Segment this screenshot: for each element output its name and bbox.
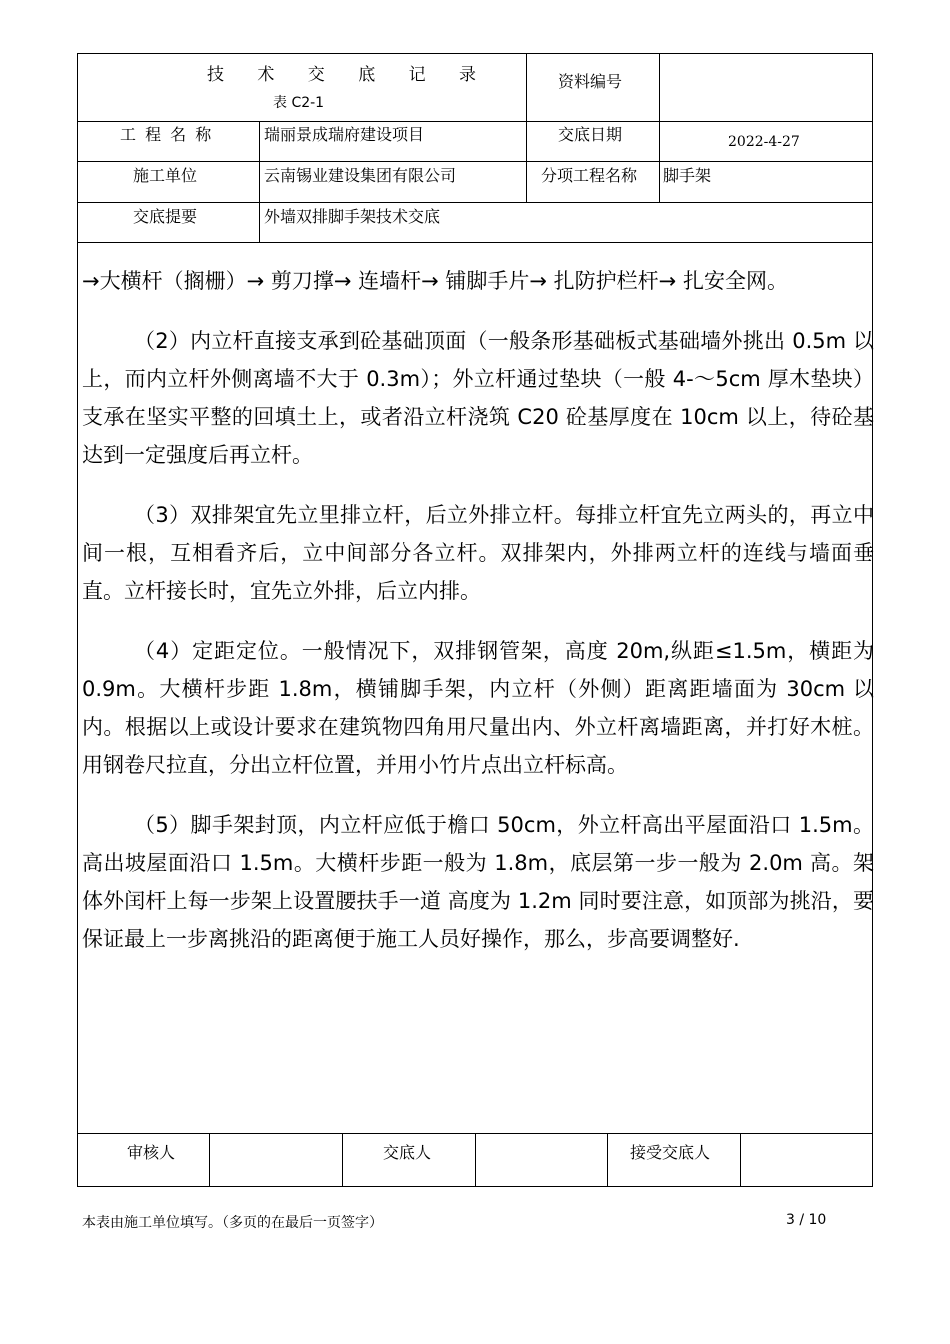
footer-note: 本表由施工单位填写。（多页的在最后一页签字）	[82, 1215, 383, 1231]
body-paragraph: →大横杆（搁栅）→ 剪刀撑→ 连墙杆→ 铺脚手片→ 扎防护栏杆→ 扎安全网。	[82, 269, 788, 293]
ref-label: 资料编号	[558, 72, 623, 91]
summary-label: 交底提要	[133, 207, 198, 226]
body-paragraph: （2）内立杆直接支承到砼基础顶面（一般条形基础板式基础墙外挑出 0.5m 以上，而内立杆外侧离墙不大于 0.3m）；外立杆通过垫块（一般 4-～5cm 厚木垫块）支承在坚实平整的回填土上，或者沿立杆浇筑 C20 砼基厚度在 10cm 以上，待砼基达到一定强度后再立杆。	[82, 329, 874, 467]
disclosure-body	[82, 262, 874, 958]
body-paragraph: （3）双排架宜先立里排立杆，后立外排立杆。每排立杆宜先立两头的，再立中间一根，互相看齐后，立中间部分各立杆。双排架内，外排两立杆的连线与墙面垂直。立杆接长时，宜先立外排，后立内排。	[82, 503, 874, 603]
header-column-line	[526, 53, 527, 202]
project-value: 瑞丽景成瑞府建设项目	[264, 125, 425, 144]
header-divider	[77, 121, 873, 122]
date-value: 2022-4-27	[728, 134, 800, 150]
subitem-label: 分项工程名称	[541, 166, 638, 185]
subitem-value: 脚手架	[663, 166, 712, 185]
signature-column-line	[740, 1133, 741, 1187]
reviewer-label: 审核人	[127, 1143, 176, 1162]
date-label: 交底日期	[558, 125, 623, 144]
signature-column-line	[209, 1133, 210, 1187]
signature-column-line	[342, 1133, 343, 1187]
page-number: 3 / 10	[786, 1212, 827, 1228]
signature-column-line	[475, 1133, 476, 1187]
contractor-label: 施工单位	[133, 166, 198, 185]
project-label: 工 程 名 称	[120, 125, 214, 144]
form-title: 技 术 交 底 记 录	[207, 65, 491, 85]
header-column-line	[659, 53, 660, 202]
signature-column-line	[607, 1133, 608, 1187]
summary-value: 外墙双排脚手架技术交底	[264, 207, 441, 226]
header-divider	[77, 161, 873, 162]
contractor-value: 云南锡业建设集团有限公司	[264, 166, 457, 185]
body-paragraph: （5）脚手架封顶，内立杆应低于檐口 50cm，外立杆高出平屋面沿口 1.5m。高出坡屋面沿口 1.5m。大横杆步距一般为 1.8m，底层第一步一般为 2.0m 高。架体外闰杆上每一步架上设置腰扶手一道 高度为 1.2m 同时要注意，如顶部为挑沿，要保证最上一步离挑沿的距离便于施工人员好操作，那么，步高要调整好.	[82, 813, 874, 951]
presenter-label: 交底人	[383, 1143, 432, 1162]
header-divider	[77, 202, 873, 203]
receiver-label: 接受交底人	[630, 1143, 711, 1162]
header-divider	[77, 242, 873, 243]
header-column-line	[259, 121, 260, 242]
form-number: 表 C2-1	[273, 95, 325, 111]
body-paragraph: （4）定距定位。一般情况下，双排钢管架，高度 20m,纵距≤1.5m，横距为 0.9m。大横杆步距 1.8m，横铺脚手架，内立杆（外侧）距离距墙面为 30cm 以内。根据以上或设计要求在建筑物四角用尺量出内、外立杆离墙距离，并打好木桩。用钢卷尺拉直，分出立杆位置，并用小竹片点出立杆标高。	[82, 639, 874, 777]
